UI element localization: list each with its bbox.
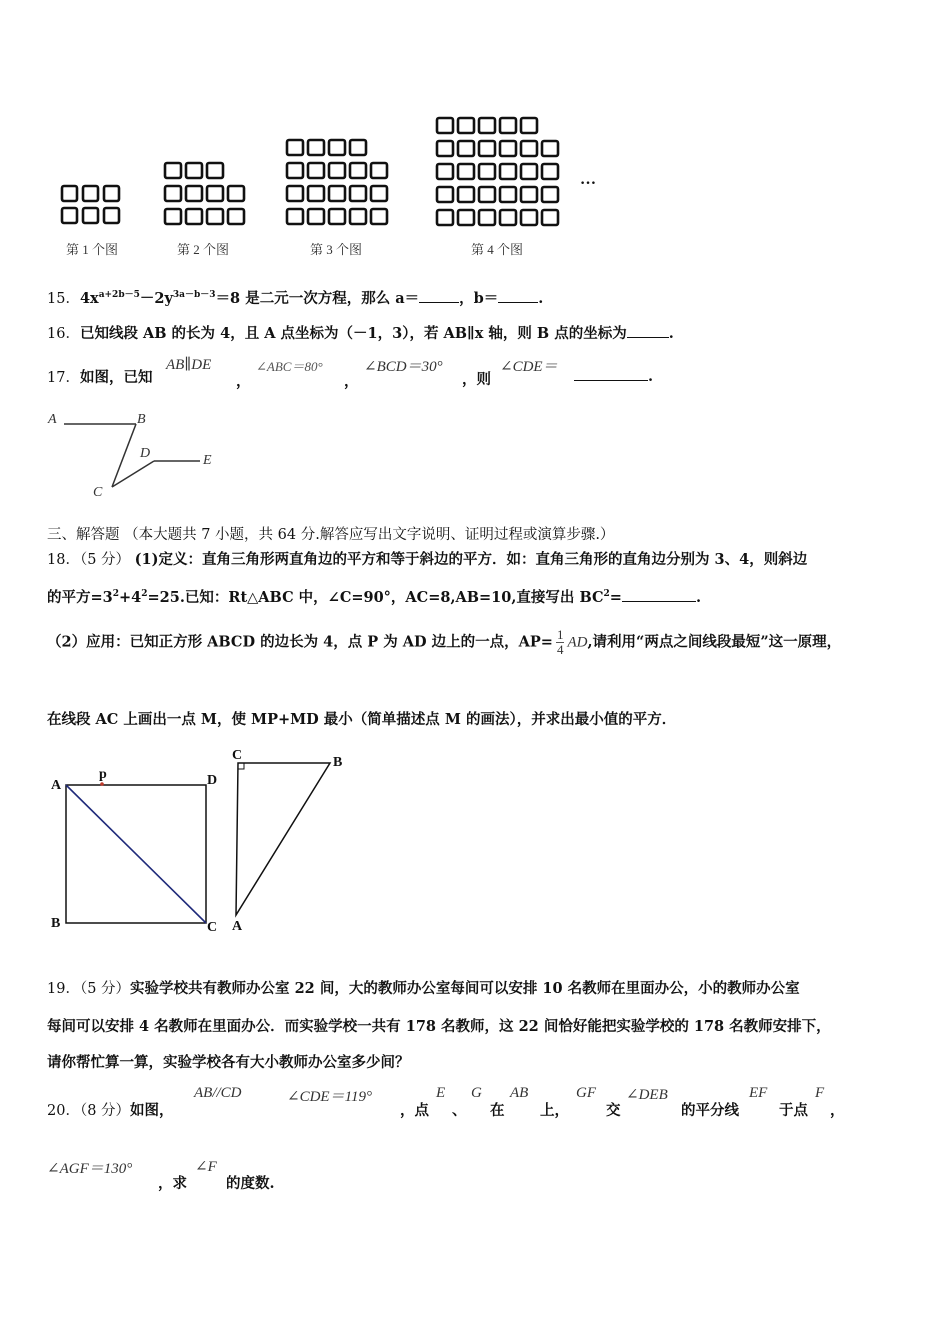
pattern-square — [437, 164, 453, 179]
point-p — [100, 782, 104, 786]
q20-text-intersect: 交 — [606, 1102, 621, 1119]
pattern-square — [542, 141, 558, 156]
pattern-square — [542, 187, 558, 202]
pattern-square — [350, 186, 366, 201]
answer-blank-bc2[interactable] — [622, 587, 696, 602]
question-19-line1: 19．（5 分）实验学校共有教师办公室 22 间，大的教师办公室每间可以安排 10 名教师在里面办公，小的教师办公室 — [47, 980, 800, 997]
pattern-square — [542, 164, 558, 179]
q20-text-bisector: 的平分线 — [681, 1102, 739, 1119]
pattern-square — [350, 209, 366, 224]
pattern-square — [521, 164, 537, 179]
q17-label-a: A — [48, 412, 57, 427]
pattern-square — [62, 186, 77, 201]
question-18-part1-line1: 18．（5 分） (1)定义：直角三角形两直角边的平方和等于斜边的平方．如：直角三角形的直角边分别为 3、4，则斜边 — [47, 551, 808, 568]
question-18-part2-line1: （2）应用：已知正方形 ABCD 的边长为 4，点 P 为 AD 边上的一点，AP= $\frac{1}{4}$ AD,请利用“两点之间线段最短”这一原理， — [47, 627, 842, 657]
q20-text-comma: ， — [830, 1102, 845, 1119]
pattern-caption-3: 第 3 个图 — [309, 242, 363, 257]
pattern-square — [83, 186, 98, 201]
q17-then: ，则 — [462, 371, 491, 388]
pattern-square — [437, 187, 453, 202]
pattern-square — [287, 140, 303, 155]
triangle-label-b: B — [333, 755, 343, 770]
pattern-square — [308, 209, 324, 224]
q17-figure — [40, 405, 230, 505]
pattern-square — [308, 140, 324, 155]
pattern-square — [458, 187, 474, 202]
pattern-square — [62, 208, 77, 223]
pattern-square — [500, 141, 516, 156]
pattern-square — [458, 164, 474, 179]
q20-text-and: 、 — [452, 1102, 467, 1119]
q20-expr-f: F — [815, 1085, 825, 1101]
pattern-square — [329, 163, 345, 178]
pattern-square — [287, 186, 303, 201]
pattern-square — [329, 209, 345, 224]
pattern-square — [479, 118, 495, 133]
pattern-square — [521, 210, 537, 225]
q17-label-d: D — [140, 446, 151, 461]
pattern-square — [500, 187, 516, 202]
pattern-square — [207, 186, 223, 201]
square-label-c: C — [207, 920, 218, 935]
square-label-a: A — [51, 778, 62, 793]
triangle-label-c: C — [232, 748, 243, 763]
pattern-square — [83, 208, 98, 223]
q17-comma-2: ， — [344, 373, 359, 390]
section-3-heading: 三、解答题 （本大题共 7 小题，共 64 分.解答应写出文字说明、证明过程或演算步骤.） — [47, 527, 615, 543]
pattern-caption-1: 第 1 个图 — [65, 242, 119, 257]
q20-expr-angle-f: ∠F — [195, 1159, 217, 1175]
q20-expr-gf: GF — [576, 1085, 596, 1101]
pattern-square — [371, 163, 387, 178]
square-label-b: B — [51, 916, 61, 931]
pattern-square — [521, 118, 537, 133]
q20-text-at-point: 于点 — [779, 1102, 808, 1119]
pattern-square — [228, 186, 244, 201]
pattern-square — [500, 118, 516, 133]
pattern-square — [165, 209, 181, 224]
pattern-square — [371, 209, 387, 224]
pattern-ellipsis: … — [580, 171, 596, 188]
square-label-p: p — [99, 767, 107, 782]
pattern-square — [479, 141, 495, 156]
pattern-square — [479, 164, 495, 179]
pattern-square — [104, 208, 119, 223]
pattern-caption-2: 第 2 个图 — [176, 242, 230, 257]
q20-expr-e: E — [436, 1085, 446, 1101]
pattern-square — [521, 141, 537, 156]
pattern-square — [186, 186, 202, 201]
q20-expr-angle-cde: ∠CDE＝119° — [287, 1089, 372, 1105]
square-label-d: D — [207, 773, 218, 788]
pattern-square — [542, 210, 558, 225]
q17-expr-angle-bcd: ∠BCD＝30° — [364, 359, 443, 375]
pattern-square — [329, 140, 345, 155]
answer-blank-b-coord[interactable] — [627, 323, 669, 338]
question-19-line2: 每间可以安排 4 名教师在里面办公．而实验学校一共有 178 名教师，这 22 间恰好能把实验学校的 178 名教师安排下， — [47, 1018, 831, 1035]
triangle-label-a: A — [232, 919, 243, 934]
pattern-square — [186, 163, 202, 178]
pattern-square — [308, 163, 324, 178]
q20-expr-angle-agf: ∠AGF＝130° — [47, 1161, 133, 1177]
q20-expr-angle-deb: ∠DEB — [626, 1087, 668, 1103]
question-20-lead: 20．（8 分）如图， — [47, 1102, 174, 1119]
pattern-square — [500, 164, 516, 179]
pattern-square — [207, 163, 223, 178]
pattern-square — [437, 210, 453, 225]
pattern-square — [521, 187, 537, 202]
pattern-square — [104, 186, 119, 201]
q20-expr-g: G — [471, 1085, 482, 1101]
fraction-one-quarter: $\frac{1}{4}$ — [556, 627, 564, 657]
pattern-square — [287, 163, 303, 178]
pattern-square — [500, 210, 516, 225]
q20-text-degree: 的度数. — [226, 1175, 275, 1192]
q17-label-c: C — [93, 485, 103, 500]
question-17: 17．如图，已知 — [47, 369, 153, 386]
q17-label-e: E — [203, 453, 212, 468]
q17-expr-angle-cde: ∠CDE＝ — [500, 359, 558, 375]
q17-answer-line: . — [574, 366, 653, 385]
q17-comma-1: ， — [236, 373, 251, 390]
q20-text-find: ，求 — [158, 1175, 187, 1192]
pattern-squares — [62, 118, 558, 225]
pattern-square — [186, 209, 202, 224]
q18-figures — [40, 742, 360, 942]
pattern-caption-4: 第 4 个图 — [470, 242, 524, 257]
q20-text-on: 在 — [490, 1102, 505, 1119]
q20-text-point: ，点 — [400, 1102, 429, 1119]
pattern-square — [437, 118, 453, 133]
q17-label-b: B — [137, 412, 146, 427]
pattern-square — [350, 140, 366, 155]
question-15: 15．$4x^{a+2b-5}-2y^{3a-b-3}=8$ 是二元一次方程，那么 a＝ ，b＝ . — [47, 290, 544, 307]
pattern-square — [228, 209, 244, 224]
pattern-square — [207, 209, 223, 224]
pattern-square — [329, 186, 345, 201]
pattern-square — [287, 209, 303, 224]
q20-text-above: 上， — [540, 1102, 569, 1119]
pattern-square — [350, 163, 366, 178]
pattern-square — [165, 163, 181, 178]
question-18-part1-line2: 的平方$=3^2+4^2=25$.已知：Rt△ABC 中，∠C=90°，AC=8,AB=10,直接写出 $BC^2=$ . — [47, 589, 701, 606]
question-16: 16．已知线段 AB 的长为 4，且 A 点坐标为（－1，3），若 AB∥x 轴，则 B 点的坐标为 . — [47, 325, 674, 342]
pattern-square — [458, 141, 474, 156]
pattern-square — [308, 186, 324, 201]
square-pattern-figures — [0, 100, 950, 270]
question-19-line3: 请你帮忙算一算，实验学校各有大小教师办公室多少间？ — [47, 1054, 410, 1071]
question-18-part2-line2: 在线段 AC 上画出一点 M，使 MP+MD 最小（简单描述点 M 的画法），并求出最小值的平方． — [47, 711, 677, 728]
diagonal-ac — [66, 785, 206, 923]
q20-expr-ab-parallel-cd: AB//CD — [194, 1085, 242, 1101]
pattern-square — [458, 118, 474, 133]
pattern-square — [165, 186, 181, 201]
q17-expr-ab-parallel-de: AB∥DE — [166, 357, 212, 373]
pattern-square — [458, 210, 474, 225]
q20-expr-ef: EF — [749, 1085, 768, 1101]
pattern-square — [479, 210, 495, 225]
answer-blank-b[interactable] — [498, 288, 538, 303]
pattern-square — [371, 186, 387, 201]
answer-blank-cde[interactable] — [574, 366, 648, 381]
q17-expr-angle-abc: ∠ABC＝80° — [256, 359, 323, 374]
answer-blank-a[interactable] — [419, 288, 459, 303]
pattern-square — [437, 141, 453, 156]
q20-expr-ab: AB — [510, 1085, 529, 1101]
pattern-square — [479, 187, 495, 202]
